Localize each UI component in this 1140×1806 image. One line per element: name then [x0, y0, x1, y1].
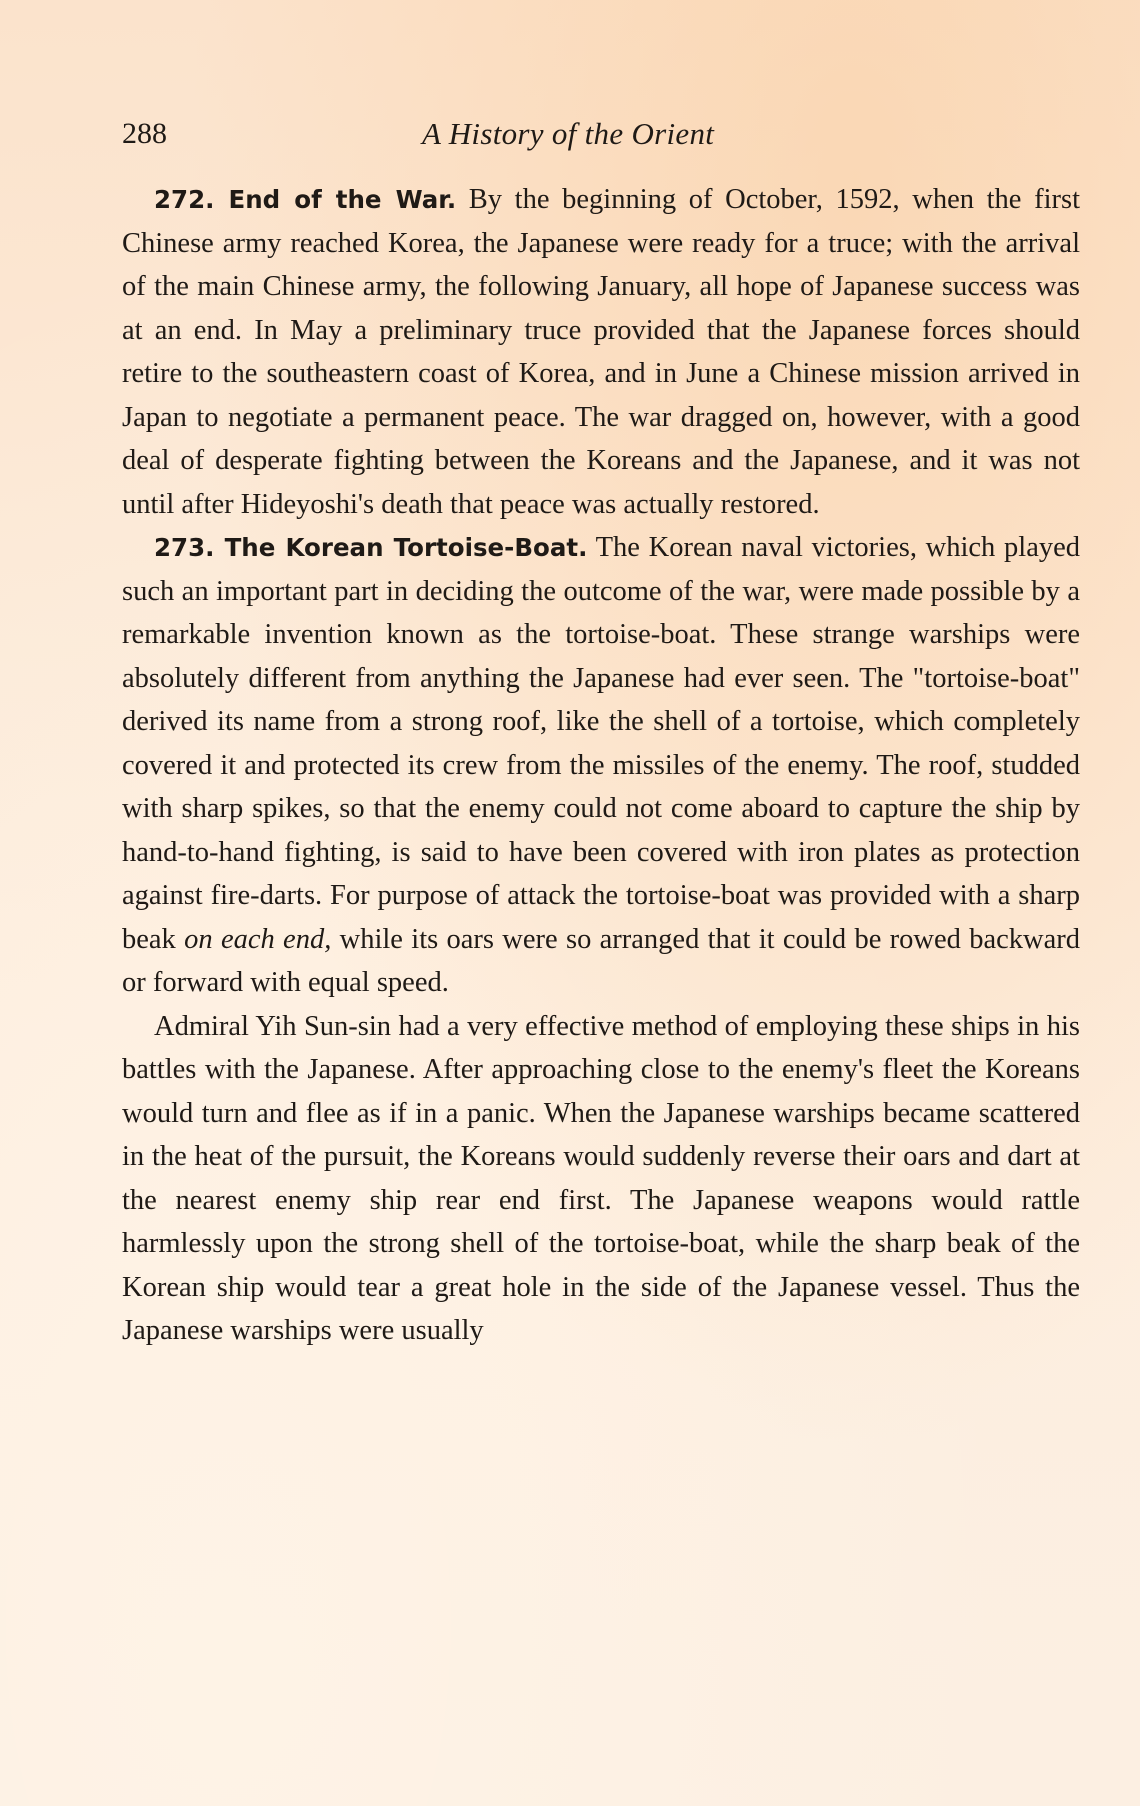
- page-header: [122, 112, 1080, 156]
- page-number: 288: [122, 117, 167, 150]
- page-body: [122, 178, 1080, 1353]
- paragraph-text: while its oars were so arranged that it could be rowed backward or forward with equal speed.: [122, 923, 1080, 998]
- paragraph-text: Admiral Yih Sun-sin had a very effective method of employing these ships in his battles with the Japanese. After approaching close to the enemy's fleet the Koreans would turn and flee as if in a panic. When the Japanese warships became scattered in the heat of the pursuit, the Koreans would suddenly reverse their oars and dart at the nearest enemy ship rear end first. The Japanese weapons would rattle harmlessly upon the strong shell of the tortoise-boat, while the sharp beak of the Korean ship would tear a great hole in the side of the Japanese vessel. Thus the Japanese warships were usually: [122, 1010, 1080, 1346]
- section-heading-273: 273. The Korean Tortoise-Boat.: [154, 533, 588, 562]
- paragraph-admiral-yih: [122, 1005, 1080, 1353]
- paragraph-text: The Korean naval victories, which played such an important part in deciding the outcome of the war, were made possible by a remarkable invention known as the tortoise-boat. These strange warships were absolutely different from anything the Japanese had ever seen. The "tortoise-boat" derived its name from a strong roof, like the shell of a tortoise, which completely covered it and protected its crew from the missiles of the enemy. The roof, studded with sharp spikes, so that the enemy could not come aboard to capture the ship by hand-to-hand fighting, is said to have been covered with iron plates as protection against fire-darts. For purpose of attack the tortoise-boat was provided with a sharp beak: [122, 532, 1081, 955]
- paragraph-tortoise-boat: [122, 526, 1080, 1005]
- italic-emphasis: on each end,: [184, 923, 332, 955]
- paragraph-end-of-war: [122, 178, 1080, 526]
- running-title: A History of the Orient: [422, 116, 715, 151]
- section-heading-272: 272. End of the War.: [154, 185, 457, 214]
- paragraph-text: By the beginning of October, 1592, when the first Chinese army reached Korea, the Japanese were ready for a truce; with the arrival of the main Chinese army, the following January, all hope of Japanese success was at an end. In May a preliminary truce provided that the Japanese forces should retire to the southeastern coast of Korea, and in June a Chinese mission arrived in Japan to negotiate a permanent peace. The war dragged on, however, with a good deal of desperate fighting between the Koreans and the Japanese, and it was not until after Hideyoshi's death that peace was actually restored.: [122, 184, 1080, 520]
